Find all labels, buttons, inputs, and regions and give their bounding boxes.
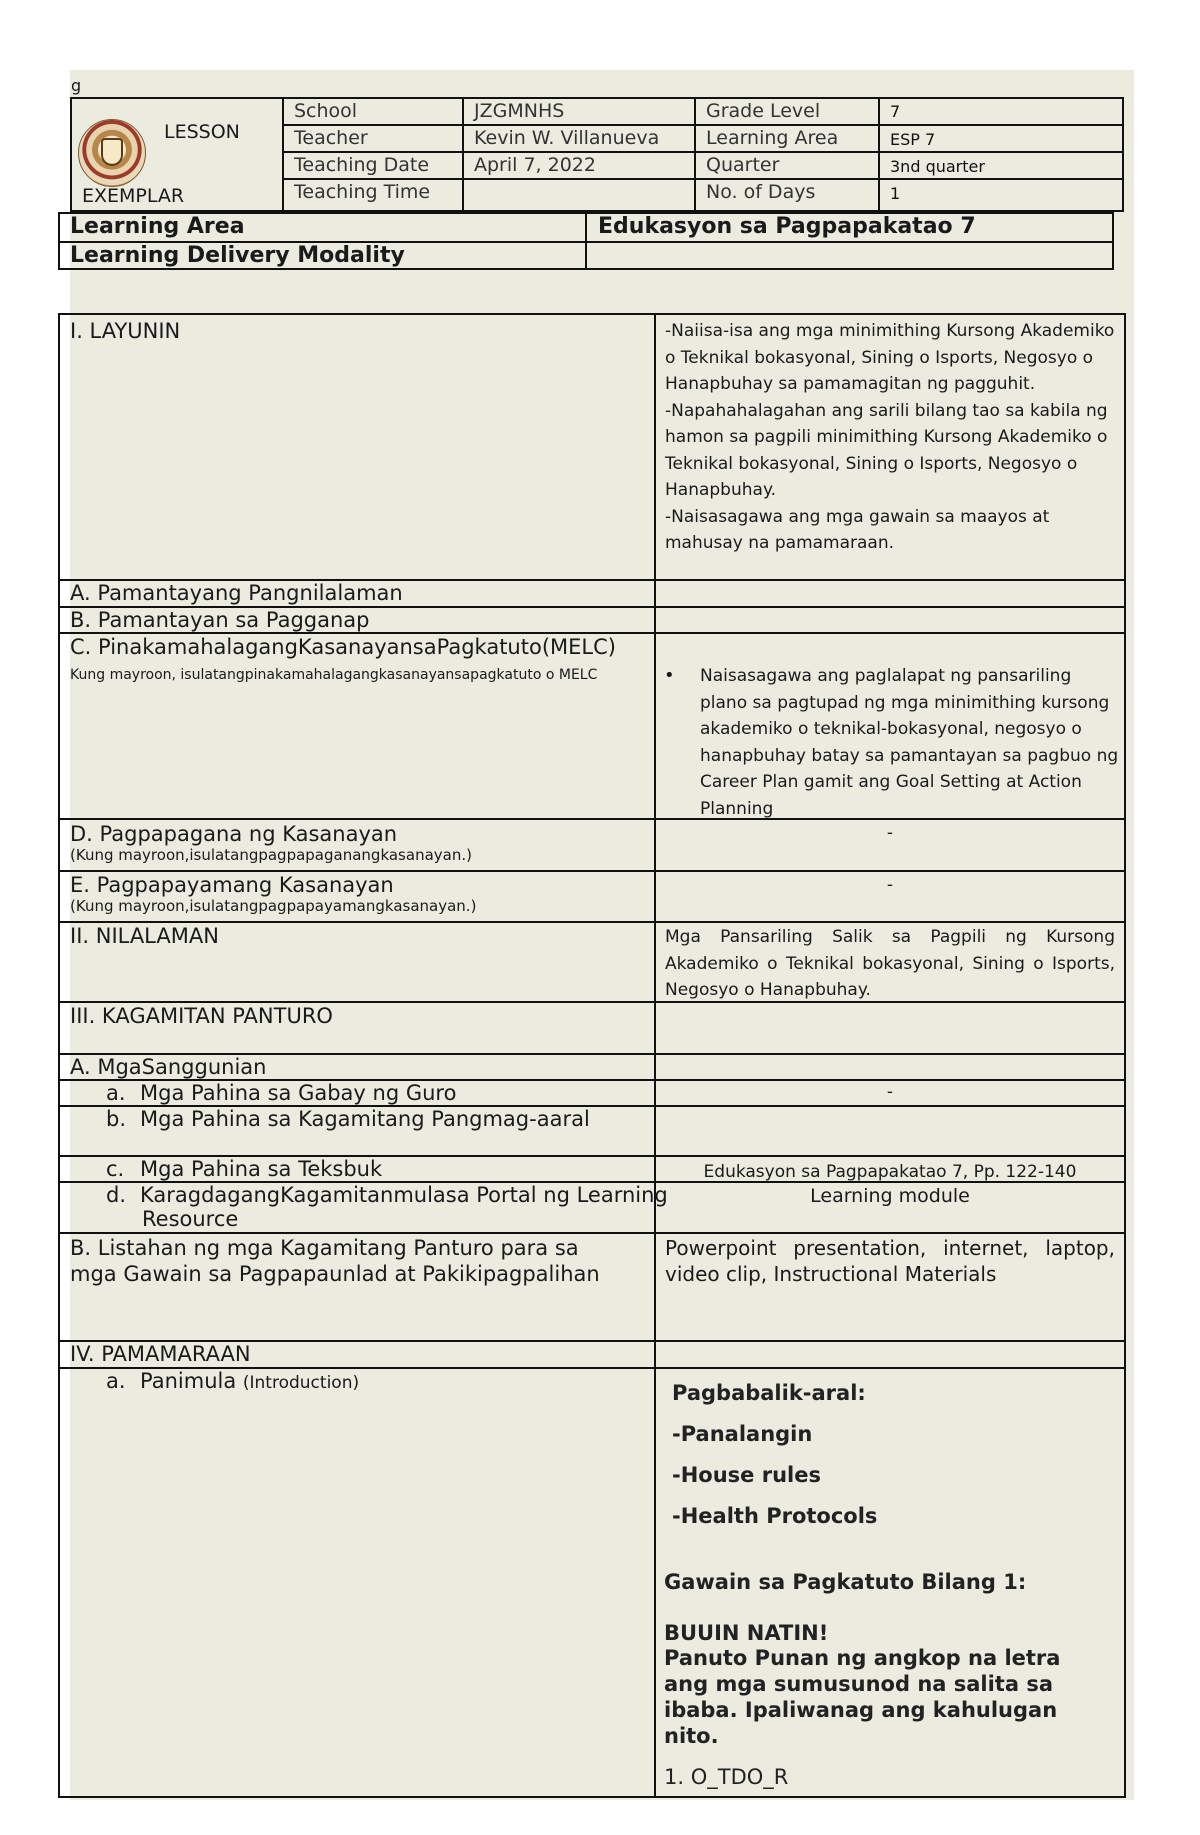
school-seal-icon [78, 119, 146, 187]
gabay-value: - [886, 1082, 894, 1102]
pagpapagana-title: D. Pagpapagana ng Kasanayan [70, 822, 398, 846]
learning-area-table [58, 212, 1114, 270]
karagdagang-num: d. [106, 1183, 127, 1207]
days-label: No. of Days [694, 180, 878, 210]
gabay-text: Mga Pahina sa Gabay ng Guro [140, 1081, 457, 1105]
pamantayang-pangnilalaman-label: A. Pamantayang Pangnilalaman [70, 581, 403, 605]
pagpapagana-note: (Kung mayroon,isulatangpagpapaganangkasanayan.) [70, 846, 472, 864]
first-item: 1. O_TDO_R [664, 1765, 789, 1789]
teacher-label: Teacher [282, 126, 462, 153]
pagpapagana-value: - [886, 823, 894, 843]
logo-cell [72, 99, 282, 210]
teacher-value: Kevin W. Villanueva [462, 126, 694, 153]
teaching-date-value: April 7, 2022 [462, 153, 694, 180]
teaching-date-label: Teaching Date [282, 153, 462, 180]
karagdagang-label [106, 1183, 682, 1231]
melc-title: C. PinakamahalagangKasanayansaPagkatuto(MELC) [70, 635, 616, 659]
kagamitang-text: Mga Pahina sa Kagamitang Pangmag-aaral [140, 1107, 590, 1131]
kagamitang-num: b. [106, 1107, 127, 1131]
learning-area-label: Learning Area [694, 126, 878, 153]
pamamaraan-label: IV. PAMAMARAAN [70, 1342, 251, 1366]
objective-item: -Naisasagawa ang mga gawain sa maayos at mahusay na pamamaraan. [665, 506, 1050, 553]
karagdagang-value: Learning module [810, 1185, 970, 1207]
panimula-sub: (Introduction) [242, 1373, 360, 1393]
teksbuk-text: Mga Pahina sa Teksbuk [140, 1157, 383, 1181]
delivery-modality-label: Learning Delivery Modality [70, 243, 405, 268]
lesson-title: LESSON [164, 121, 240, 143]
objectives-list [665, 318, 1115, 557]
objective-item: -Napahahalagahan ang sarili bilang tao sa kabila ng hamon sa pagpili minimithing Kursong Akademiko o Teknikal bokasyonal, Sining o Isports, Negosyo o Hanapbuhay. [665, 400, 1108, 500]
gabay-num: a. [106, 1081, 126, 1105]
days-value: 1 [878, 180, 1122, 210]
panimula-label [106, 1369, 682, 1395]
pagpapayaman-title: E. Pagpapayamang Kasanayan [70, 873, 394, 897]
bullet-icon: • [664, 665, 675, 686]
listahan-value: Powerpoint presentation, internet, laptop, video clip, Instructional Materials [665, 1236, 1115, 1286]
learning-area-value: Edukasyon sa Pagpapakatao 7 [598, 214, 976, 239]
kagamitang-label [106, 1107, 682, 1131]
grade-level-value: 7 [878, 99, 1122, 126]
melc-bullet [664, 663, 1120, 822]
melc-label [70, 635, 645, 685]
quarter-value: 3nd quarter [878, 153, 1122, 180]
gabay-label [106, 1081, 682, 1105]
gawain-title: Gawain sa Pagkatuto Bilang 1: [664, 1570, 1027, 1594]
kagamitan-label: III. KAGAMITAN PANTURO [70, 1004, 333, 1028]
teksbuk-num: c. [106, 1157, 125, 1181]
quarter-label: Quarter [694, 153, 878, 180]
teaching-time-value [462, 180, 694, 210]
house-rules-item: -House rules [672, 1463, 821, 1487]
teksbuk-value: Edukasyon sa Pagpapakatao 7, Pp. 122-140 [703, 1162, 1077, 1182]
balik-aral-heading: Pagbabalik-aral: [672, 1381, 866, 1405]
lesson-header-table [70, 97, 1124, 212]
pagpapagana-label [70, 822, 645, 864]
teaching-time-label: Teaching Time [282, 180, 462, 210]
nilalaman-value: Mga Pansariling Salik sa Pagpili ng Kursong Akademiko o Teknikal bokasyonal, Sining o Isports, Negosyo o Hanapbuhay. [665, 927, 1115, 1000]
teksbuk-label [106, 1157, 682, 1181]
learning-area-label: Learning Area [70, 214, 245, 239]
school-value: JZGMNHS [462, 99, 694, 126]
exemplar-title: EXEMPLAR [82, 185, 185, 207]
karagdagang-text: KaragdagangKagamitanmulasa Portal ng Learning Resource [140, 1183, 668, 1231]
pagpapayaman-value: - [886, 875, 894, 895]
buuin-heading: BUUIN NATIN! [664, 1621, 829, 1645]
lesson-plan-table [58, 313, 1126, 1798]
melc-note: Kung mayroon, isulatangpinakamahalagangkasanayansapagkatuto o MELC [70, 667, 598, 683]
school-label: School [282, 99, 462, 126]
health-protocols-item: -Health Protocols [672, 1504, 878, 1528]
header-grid [282, 99, 1122, 210]
objective-item: -Naiisa-isa ang mga minimithing Kursong Akademiko o Teknikal bokasyonal, Sining o Isports, Negosyo o Hanapbuhay sa pamamagitan ng pagguhit. [665, 321, 1115, 394]
grade-level-label: Grade Level [694, 99, 878, 126]
melc-text: Naisasagawa ang paglalapat ng pansariling plano sa pagtupad ng mga minimithing kursong akademiko o teknikal-bokasyonal, negosyo o hanapbuhay batay sa pamantayan sa pagbuo ng Career Plan gamit ang Goal Setting at Action Planning [700, 666, 1119, 819]
panimula-text: Panimula [140, 1369, 237, 1393]
stray-mark: g [71, 76, 82, 95]
pagpapayaman-label [70, 873, 645, 915]
pagpapayaman-note: (Kung mayroon,isulatangpagpapayamangkasanayan.) [70, 897, 477, 915]
panimula-num: a. [106, 1369, 126, 1393]
layunin-label: I. LAYUNIN [70, 319, 181, 343]
sanggunian-label: A. MgaSanggunian [70, 1055, 267, 1079]
pamantayan-pagganap-label: B. Pamantayan sa Pagganap [70, 608, 370, 632]
nilalaman-label: II. NILALAMAN [70, 924, 219, 948]
panuto-text: Panuto Punan ng angkop na letra ang mga sumusunod na salita sa ibaba. Ipaliwanag ang kahulugan nito. [664, 1646, 1061, 1748]
learning-area-value: ESP 7 [878, 126, 1122, 153]
listahan-label: B. Listahan ng mga Kagamitang Panturo para sa mga Gawain sa Pagpapaunlad at Pakikipagpalihan [70, 1236, 600, 1286]
panalangin-item: -Panalangin [672, 1422, 813, 1446]
